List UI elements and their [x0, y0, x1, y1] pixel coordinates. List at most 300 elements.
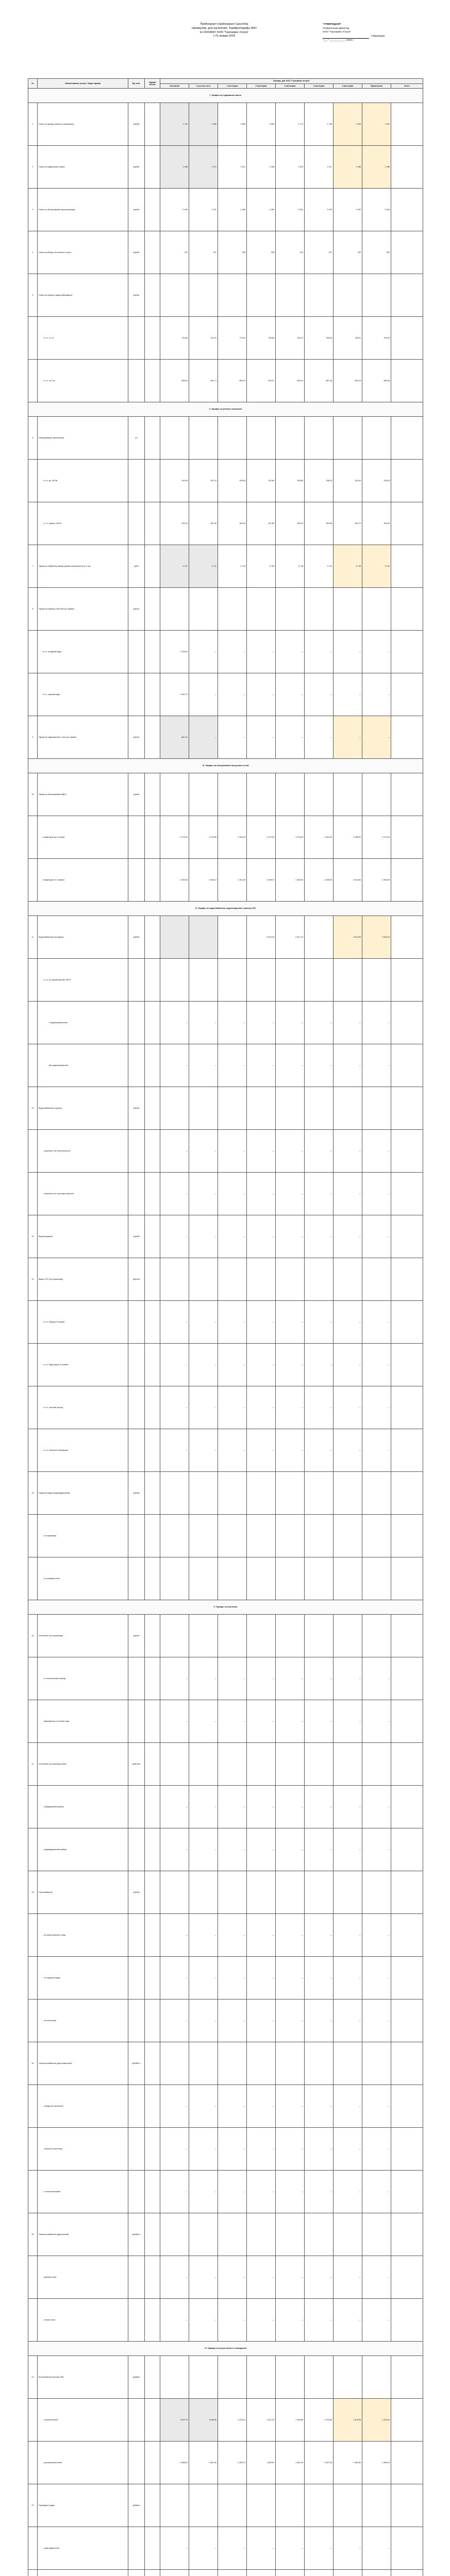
- value-cell: 762,05: [362, 317, 391, 360]
- value-cell: 1 281,60: [305, 816, 334, 859]
- value-cell: [362, 2484, 391, 2527]
- row-unit: руб/м2: [128, 189, 145, 231]
- value-cell: 857,46: [305, 360, 334, 402]
- row-norm: [145, 146, 160, 189]
- row-number: 17: [28, 1743, 38, 1786]
- value-cell: 347,65: [247, 502, 276, 545]
- value-cell: [189, 2213, 218, 2256]
- row-name: - в т.ч. с 1 эт.: [38, 317, 128, 360]
- row-number: [28, 2171, 38, 2213]
- value-cell: —: [160, 2527, 189, 2570]
- value-cell: —: [189, 1215, 218, 1258]
- value-cell: —: [247, 1344, 276, 1386]
- row-norm: [145, 716, 160, 759]
- row-number: [28, 1657, 38, 1700]
- value-cell: [305, 2042, 334, 2085]
- value-cell: —: [218, 1215, 247, 1258]
- value-cell: [362, 2042, 391, 2085]
- value-cell: —: [276, 2085, 305, 2128]
- value-cell: 296,25: [362, 460, 391, 502]
- value-cell: 2 409: [160, 189, 189, 231]
- row-name: - расширенный пакет: [38, 2442, 128, 2484]
- table-row: [28, 1087, 423, 1130]
- row-name: Электроснабжение (двухзонный): [38, 2213, 128, 2256]
- note-cell: [391, 2299, 423, 2342]
- table-row: [28, 1130, 423, 1173]
- note-cell: [391, 1386, 423, 1429]
- value-cell: [276, 1743, 305, 1786]
- table-row: [28, 2299, 423, 2342]
- value-cell: [305, 959, 334, 1002]
- value-cell: —: [305, 1786, 334, 1828]
- row-number: [28, 360, 38, 402]
- value-cell: 351,45: [189, 502, 218, 545]
- value-cell: 17,50: [247, 545, 276, 588]
- value-cell: —: [276, 1173, 305, 1215]
- value-cell: [362, 1557, 391, 1600]
- row-name: - в т.ч. со 2 эт.: [38, 360, 128, 402]
- row-name: Тариф на обслуживание ВДГО: [38, 773, 128, 816]
- row-norm: [145, 274, 160, 317]
- note-cell: [391, 1301, 423, 1344]
- value-cell: 336: [218, 231, 247, 274]
- row-norm: [145, 1087, 160, 1130]
- value-cell: —: [334, 2171, 362, 2213]
- value-cell: —: [276, 2256, 305, 2299]
- table-row: [28, 2570, 423, 2576]
- table-row: [28, 2042, 423, 2085]
- value-cell: —: [334, 1173, 362, 1215]
- row-name: - на приготовление пищи: [38, 1914, 128, 1957]
- row-number: 3: [28, 189, 38, 231]
- row-number: [28, 2442, 38, 2484]
- row-name: - в т.ч. до 100 Вт: [38, 460, 128, 502]
- value-cell: —: [218, 1386, 247, 1429]
- value-cell: 1 506,10: [189, 859, 218, 902]
- value-cell: —: [160, 1344, 189, 1386]
- row-unit: руб/м3: [128, 1871, 145, 1914]
- row-name: Тариф на поверку счётчика (по заявке): [38, 588, 128, 631]
- row-unit: руб/м3: [128, 916, 145, 959]
- table-row: [28, 1700, 423, 1743]
- value-cell: [189, 959, 218, 1002]
- note-cell: [391, 2484, 423, 2527]
- value-cell: 768,31: [334, 317, 362, 360]
- row-unit: [128, 1700, 145, 1743]
- value-cell: —: [276, 1657, 305, 1700]
- value-cell: —: [362, 673, 391, 716]
- note-cell: [391, 274, 423, 317]
- table-header-row: [28, 79, 423, 84]
- row-name: - основной пакет: [38, 2399, 128, 2442]
- note-cell: [391, 1215, 423, 1258]
- row-unit: руб/кв: [128, 773, 145, 816]
- row-name: - сельское население: [38, 2128, 128, 2171]
- value-cell: [276, 1515, 305, 1557]
- value-cell: [334, 1615, 362, 1657]
- value-cell: —: [247, 1002, 276, 1044]
- value-cell: [189, 2356, 218, 2399]
- value-cell: —: [189, 1130, 218, 1173]
- note-cell: [391, 1472, 423, 1515]
- row-number: [28, 1914, 38, 1957]
- value-cell: —: [362, 1130, 391, 1173]
- value-cell: 1 521: [218, 146, 247, 189]
- value-cell: —: [160, 2128, 189, 2171]
- row-unit: [128, 1957, 145, 1999]
- row-name: - в т.ч. свыше 100 Вт: [38, 502, 128, 545]
- value-cell: —: [247, 631, 276, 673]
- value-cell: [247, 274, 276, 317]
- note-cell: [391, 1087, 423, 1130]
- row-number: 1: [28, 103, 38, 146]
- table-row: [28, 189, 423, 231]
- note-cell: [391, 1999, 423, 2042]
- value-cell: 327: [305, 231, 334, 274]
- row-norm: [145, 588, 160, 631]
- note-cell: [391, 673, 423, 716]
- row-number: [28, 816, 38, 859]
- value-cell: —: [218, 1301, 247, 1344]
- value-cell: [218, 1557, 247, 1600]
- note-cell: [391, 916, 423, 959]
- value-cell: [247, 2484, 276, 2527]
- col-header-cat2: 2 категория: [247, 83, 276, 89]
- document-header: [0, 0, 450, 77]
- value-cell: —: [218, 2085, 247, 2128]
- table-row: [28, 1215, 423, 1258]
- value-cell: 1 498: [160, 146, 189, 189]
- value-cell: —: [276, 1999, 305, 2042]
- row-unit: [128, 1173, 145, 1215]
- row-unit: руб/ч: [128, 545, 145, 588]
- value-cell: 350,20: [276, 502, 305, 545]
- row-norm: [145, 417, 160, 460]
- value-cell: —: [247, 1700, 276, 1743]
- note-cell: [391, 1557, 423, 1600]
- value-cell: —: [276, 1130, 305, 1173]
- value-cell: —: [189, 1044, 218, 1087]
- value-cell: —: [189, 2299, 218, 2342]
- value-cell: [305, 2213, 334, 2256]
- value-cell: [334, 417, 362, 460]
- row-norm: [145, 1999, 160, 2042]
- row-name: без водонагревателя: [38, 1044, 128, 1087]
- row-number: 10: [28, 773, 38, 816]
- row-number: [28, 1173, 38, 1215]
- note-cell: [391, 716, 423, 759]
- note-cell: [391, 502, 423, 545]
- value-cell: —: [305, 1429, 334, 1472]
- value-cell: [334, 2570, 362, 2576]
- note-cell: [391, 2442, 423, 2484]
- row-number: 22: [28, 2484, 38, 2527]
- value-cell: [218, 1871, 247, 1914]
- value-cell: 1 511,45: [218, 859, 247, 902]
- value-cell: —: [334, 1002, 362, 1044]
- value-cell: —: [362, 1999, 391, 2042]
- value-cell: 761,03: [189, 317, 218, 360]
- row-number: [28, 2570, 38, 2576]
- value-cell: —: [189, 1386, 218, 1429]
- value-cell: 1 498,70: [247, 859, 276, 902]
- table-body: [28, 89, 423, 2576]
- row-name: в т.ч. горячей воды: [38, 673, 128, 716]
- row-number: 12: [28, 1087, 38, 1130]
- row-unit: [128, 1515, 145, 1557]
- value-cell: —: [305, 1914, 334, 1957]
- table-row: [28, 146, 423, 189]
- value-cell: —: [247, 1301, 276, 1344]
- value-cell: —: [189, 1002, 218, 1044]
- note-cell: [391, 2570, 423, 2576]
- value-cell: 855,38: [362, 360, 391, 402]
- table-row: [28, 1786, 423, 1828]
- value-cell: [305, 1615, 334, 1657]
- row-name: - общедомовой прибор: [38, 1786, 128, 1828]
- row-unit: руб/Гкал: [128, 1743, 145, 1786]
- value-cell: —: [362, 1786, 391, 1828]
- row-name: - одна радиоточка: [38, 2527, 128, 2570]
- value-cell: 765,84: [305, 317, 334, 360]
- row-norm: [145, 2570, 160, 2576]
- note-cell: [391, 545, 423, 588]
- note-cell: [391, 231, 423, 274]
- row-norm: [145, 816, 160, 859]
- value-cell: —: [160, 1002, 189, 1044]
- table-row: [28, 2085, 423, 2128]
- row-unit: [128, 502, 145, 545]
- value-cell: —: [276, 1301, 305, 1344]
- row-norm: [145, 959, 160, 1002]
- row-norm: [145, 2399, 160, 2442]
- col-header-unit: Ед. изм.: [128, 79, 145, 89]
- approval-position: Генеральный директор: [323, 27, 349, 30]
- value-cell: 1 278,96: [189, 816, 218, 859]
- value-cell: [189, 274, 218, 317]
- table-row: [28, 1472, 423, 1515]
- value-cell: —: [334, 1044, 362, 1087]
- value-cell: —: [305, 1044, 334, 1087]
- approval-date: "___" ____________ 2025 г.: [323, 39, 354, 42]
- value-cell: [276, 2570, 305, 2576]
- value-cell: 1 658,20: [160, 2442, 189, 2484]
- value-cell: —: [334, 1957, 362, 1999]
- value-cell: [189, 2570, 218, 2576]
- row-number: [28, 1301, 38, 1344]
- value-cell: —: [218, 1914, 247, 1957]
- value-cell: —: [189, 716, 218, 759]
- value-cell: [189, 588, 218, 631]
- value-cell: 295,60: [276, 460, 305, 502]
- note-cell: [391, 1173, 423, 1215]
- row-name: - в т.ч. МКД до 5 этажей: [38, 1301, 128, 1344]
- row-unit: [128, 2442, 145, 2484]
- table-row: [28, 2399, 423, 2442]
- row-name: Отопление (по прибору учёта): [38, 1743, 128, 1786]
- value-cell: 1 270,33: [247, 816, 276, 859]
- row-norm: [145, 1957, 160, 1999]
- value-cell: 354,70: [334, 502, 362, 545]
- approver-name: Гайдамадзе: [371, 35, 385, 38]
- row-name: [38, 2570, 128, 2576]
- value-cell: [334, 1258, 362, 1301]
- row-unit: [128, 1657, 145, 1700]
- value-cell: [276, 1258, 305, 1301]
- value-cell: [305, 1472, 334, 1515]
- row-name: Проводное радио: [38, 2484, 128, 2527]
- note-cell: [391, 1044, 423, 1087]
- value-cell: 1 659,90: [247, 2442, 276, 2484]
- value-cell: —: [334, 1301, 362, 1344]
- row-number: [28, 1515, 38, 1557]
- note-cell: [391, 1786, 423, 1828]
- value-cell: 860,29: [218, 360, 247, 402]
- value-cell: —: [305, 716, 334, 759]
- value-cell: [334, 588, 362, 631]
- value-cell: 2 411: [189, 189, 218, 231]
- row-number: 4: [28, 231, 38, 274]
- row-number: [28, 2256, 38, 2299]
- value-cell: —: [247, 1914, 276, 1957]
- value-cell: 1 895: [218, 103, 247, 146]
- value-cell: —: [305, 2256, 334, 2299]
- table-row: [28, 317, 423, 360]
- value-cell: —: [189, 2527, 218, 2570]
- value-cell: 2 816,20: [362, 916, 391, 959]
- value-cell: [305, 916, 334, 959]
- value-cell: —: [247, 1130, 276, 1173]
- section-title: VI. Тарифы на услуги связи и телевидения: [28, 2342, 423, 2356]
- note-cell: [391, 816, 423, 859]
- document-title-block: [139, 23, 309, 39]
- value-cell: [362, 1087, 391, 1130]
- value-cell: 1 400,05: [334, 2399, 362, 2442]
- row-norm: [145, 1472, 160, 1515]
- value-cell: 1 401,20: [247, 2399, 276, 2442]
- value-cell: —: [247, 2171, 276, 2213]
- note-cell: [391, 1615, 423, 1657]
- value-cell: —: [305, 2085, 334, 2128]
- value-cell: —: [160, 1044, 189, 1087]
- row-norm: [145, 773, 160, 816]
- value-cell: 2 486: [218, 189, 247, 231]
- value-cell: 17,45: [218, 545, 247, 588]
- table-row: [28, 1615, 423, 1657]
- row-norm: [145, 631, 160, 673]
- value-cell: —: [305, 1301, 334, 1344]
- row-name: Тариф за обработку заявки (вызов специалиста) за 1 час: [38, 545, 128, 588]
- col-header-name: Наименование услуги / вида тарифа: [38, 79, 128, 89]
- table-row: [28, 1515, 423, 1557]
- value-cell: —: [334, 1657, 362, 1700]
- value-cell: —: [160, 2299, 189, 2342]
- value-cell: —: [276, 1215, 305, 1258]
- value-cell: 1 403,60: [305, 2399, 334, 2442]
- note-cell: [391, 2399, 423, 2442]
- row-number: [28, 2299, 38, 2342]
- value-cell: —: [218, 1657, 247, 1700]
- value-cell: 770,40: [218, 317, 247, 360]
- note-cell: [391, 1743, 423, 1786]
- row-number: 16: [28, 1615, 38, 1657]
- value-cell: 1 795: [160, 103, 189, 146]
- value-cell: [189, 1615, 218, 1657]
- value-cell: —: [218, 1700, 247, 1743]
- value-cell: 1 502,80: [160, 859, 189, 902]
- value-cell: —: [305, 1344, 334, 1386]
- value-cell: [247, 959, 276, 1002]
- value-cell: —: [276, 1429, 305, 1472]
- value-cell: [276, 1557, 305, 1600]
- row-norm: [145, 916, 160, 959]
- value-cell: —: [218, 1173, 247, 1215]
- value-cell: [362, 959, 391, 1002]
- value-cell: 851,74: [189, 360, 218, 402]
- row-name: - дневная зона: [38, 2256, 128, 2299]
- value-cell: —: [247, 673, 276, 716]
- row-name: - равномерно в течение года: [38, 1700, 128, 1743]
- value-cell: [218, 959, 247, 1002]
- value-cell: 2 817,10: [276, 916, 305, 959]
- note-cell: [391, 1914, 423, 1957]
- row-name: Вывоз ТКО (по нормативу): [38, 1258, 128, 1301]
- value-cell: 341: [160, 231, 189, 274]
- row-number: 2: [28, 146, 38, 189]
- value-cell: —: [305, 1999, 334, 2042]
- value-cell: [160, 1472, 189, 1515]
- value-cell: —: [189, 1828, 218, 1871]
- value-cell: —: [334, 2128, 362, 2171]
- value-cell: —: [276, 2299, 305, 2342]
- value-cell: [218, 2213, 247, 2256]
- value-cell: —: [160, 1786, 189, 1828]
- value-cell: —: [276, 673, 305, 716]
- note-cell: [391, 2527, 423, 2570]
- table-row: [28, 2527, 423, 2570]
- value-cell: [334, 959, 362, 1002]
- value-cell: —: [276, 1957, 305, 1999]
- value-cell: 17,37: [160, 545, 189, 588]
- section-row: [28, 402, 423, 417]
- row-unit: [128, 317, 145, 360]
- row-unit: руб/шт: [128, 588, 145, 631]
- value-cell: —: [247, 1828, 276, 1871]
- col-header-cat4: 4 категория: [305, 83, 334, 89]
- row-norm: [145, 1828, 160, 1871]
- value-cell: [218, 773, 247, 816]
- value-cell: [247, 1515, 276, 1557]
- note-cell: [391, 1258, 423, 1301]
- value-cell: —: [276, 1344, 305, 1386]
- value-cell: [334, 2042, 362, 2085]
- value-cell: [276, 588, 305, 631]
- row-name: - по нормативу: [38, 1515, 128, 1557]
- table-row: [28, 1002, 423, 1044]
- value-cell: 1 281,70: [160, 673, 189, 716]
- value-cell: 17,11: [189, 545, 218, 588]
- value-cell: —: [160, 1700, 189, 1743]
- value-cell: 1 471: [189, 146, 218, 189]
- value-cell: 1 279,44: [362, 816, 391, 859]
- value-cell: 1 276,05: [276, 816, 305, 859]
- row-unit: [128, 460, 145, 502]
- col-header-note: Примечание: [362, 83, 391, 89]
- row-name: в квартирах до 3 комнат: [38, 816, 128, 859]
- section-row: [28, 2342, 423, 2356]
- value-cell: [276, 1871, 305, 1914]
- row-norm: [145, 1615, 160, 1657]
